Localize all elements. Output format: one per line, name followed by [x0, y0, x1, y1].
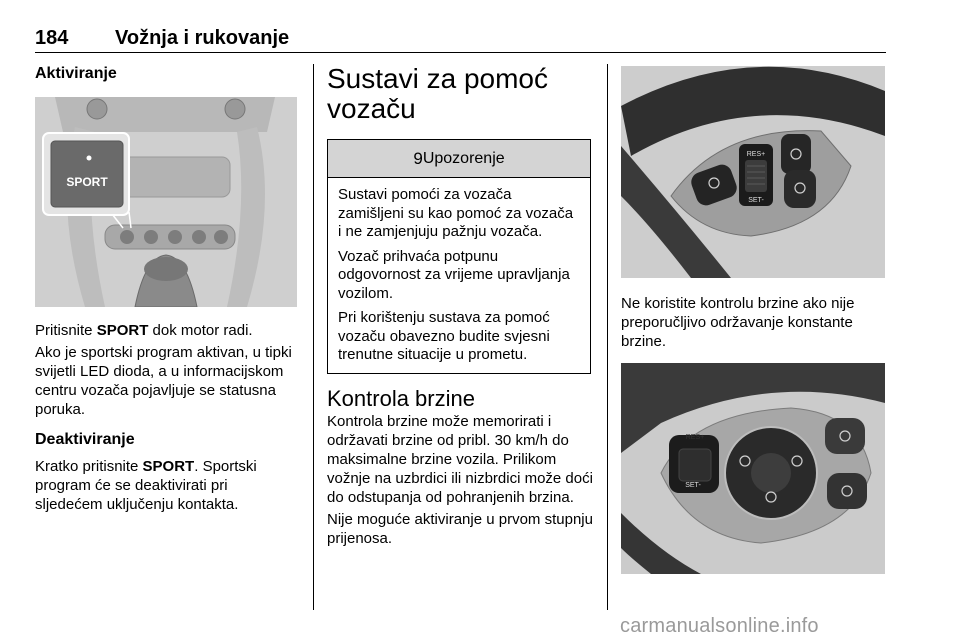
sport-button-label: SPORT: [66, 175, 108, 189]
res-label-1: RES+: [746, 151, 766, 158]
heading-deaktiviranje: Deaktiviranje: [35, 431, 135, 448]
warning-label: Upozorenje: [422, 149, 505, 167]
paragraph-cruise-caution: Ne koristite kontrolu brzine ako nije preporučljivo održavanje konstante brzine.: [621, 295, 855, 350]
warning-text-1: Sustavi pomoći za vozača zamišljeni su kao pomoć za vozača i ne zamjenjuju pažnju vozača.: [338, 186, 574, 240]
steering-wheel-controls-illustration-1: [621, 66, 885, 278]
warning-text-3: Pri korištenju sustava za pomoć vozaču obavezno budite svjesni trenutne situacije u prometu.: [338, 309, 550, 363]
paragraph-cruise-description: Kontrola brzine može memorirati i održavati brzine od pribl. 30 km/h do maksimalne brzine vozila. Prilikom vožnje na uzbrdici ili nizbrdici može doći do odstupanja od pohranjenih brzina.: [327, 412, 593, 506]
column-divider-1: [313, 64, 314, 610]
warning-box: [327, 139, 591, 374]
heading-aktiviranje: Aktiviranje: [35, 65, 117, 82]
column-divider-2: [607, 64, 608, 610]
set-label-2: SET-: [685, 482, 701, 489]
paragraph-sport-active: Ako je sportski program aktivan, u tipki svijetli LED dioda, a u informacijskom centru vozača pojavljuje se statusna poruka.: [35, 344, 292, 418]
warning-symbol: 9: [413, 148, 423, 168]
paragraph-press-sport: Pritisnite SPORT dok motor radi.: [35, 322, 253, 339]
warning-text-2: Vozač prihvaća potpunu odgovornost za vrijeme upravljanja vozilom.: [338, 247, 570, 302]
steering-wheel-controls-illustration-2: [621, 363, 885, 574]
paragraph-deactivate: Kratko pritisnite SPORT. Sportski program će se deaktivirati pri sljedećem uključenju kontakta.: [35, 458, 257, 513]
left-column: [35, 64, 297, 514]
header-rule: [35, 52, 886, 53]
watermark: carmanualsonline.info: [620, 615, 819, 637]
warning-body: [328, 178, 590, 373]
section-title-driver-assist: Sustavi za pomoć vozaču: [327, 63, 548, 124]
chapter-title: Vožnja i rukovanje: [115, 27, 290, 49]
warning-header: [328, 140, 590, 178]
steering-wheel-photo-1: [621, 66, 885, 278]
sport-button-photo: [35, 97, 297, 307]
steering-wheel-photo-2: [621, 363, 885, 574]
middle-column: [327, 64, 593, 548]
paragraph-cruise-gear: Nije moguće aktiviranje u prvom stupnju prijenosa.: [327, 510, 593, 547]
page-header: [35, 27, 885, 51]
right-column: [621, 64, 886, 574]
section-title-cruise-control: Kontrola brzine: [327, 385, 475, 411]
res-label-2: RES+: [685, 434, 705, 441]
sport-button-illustration: [35, 97, 297, 307]
page-number: 184: [35, 27, 69, 49]
set-label-1: SET-: [748, 197, 764, 204]
